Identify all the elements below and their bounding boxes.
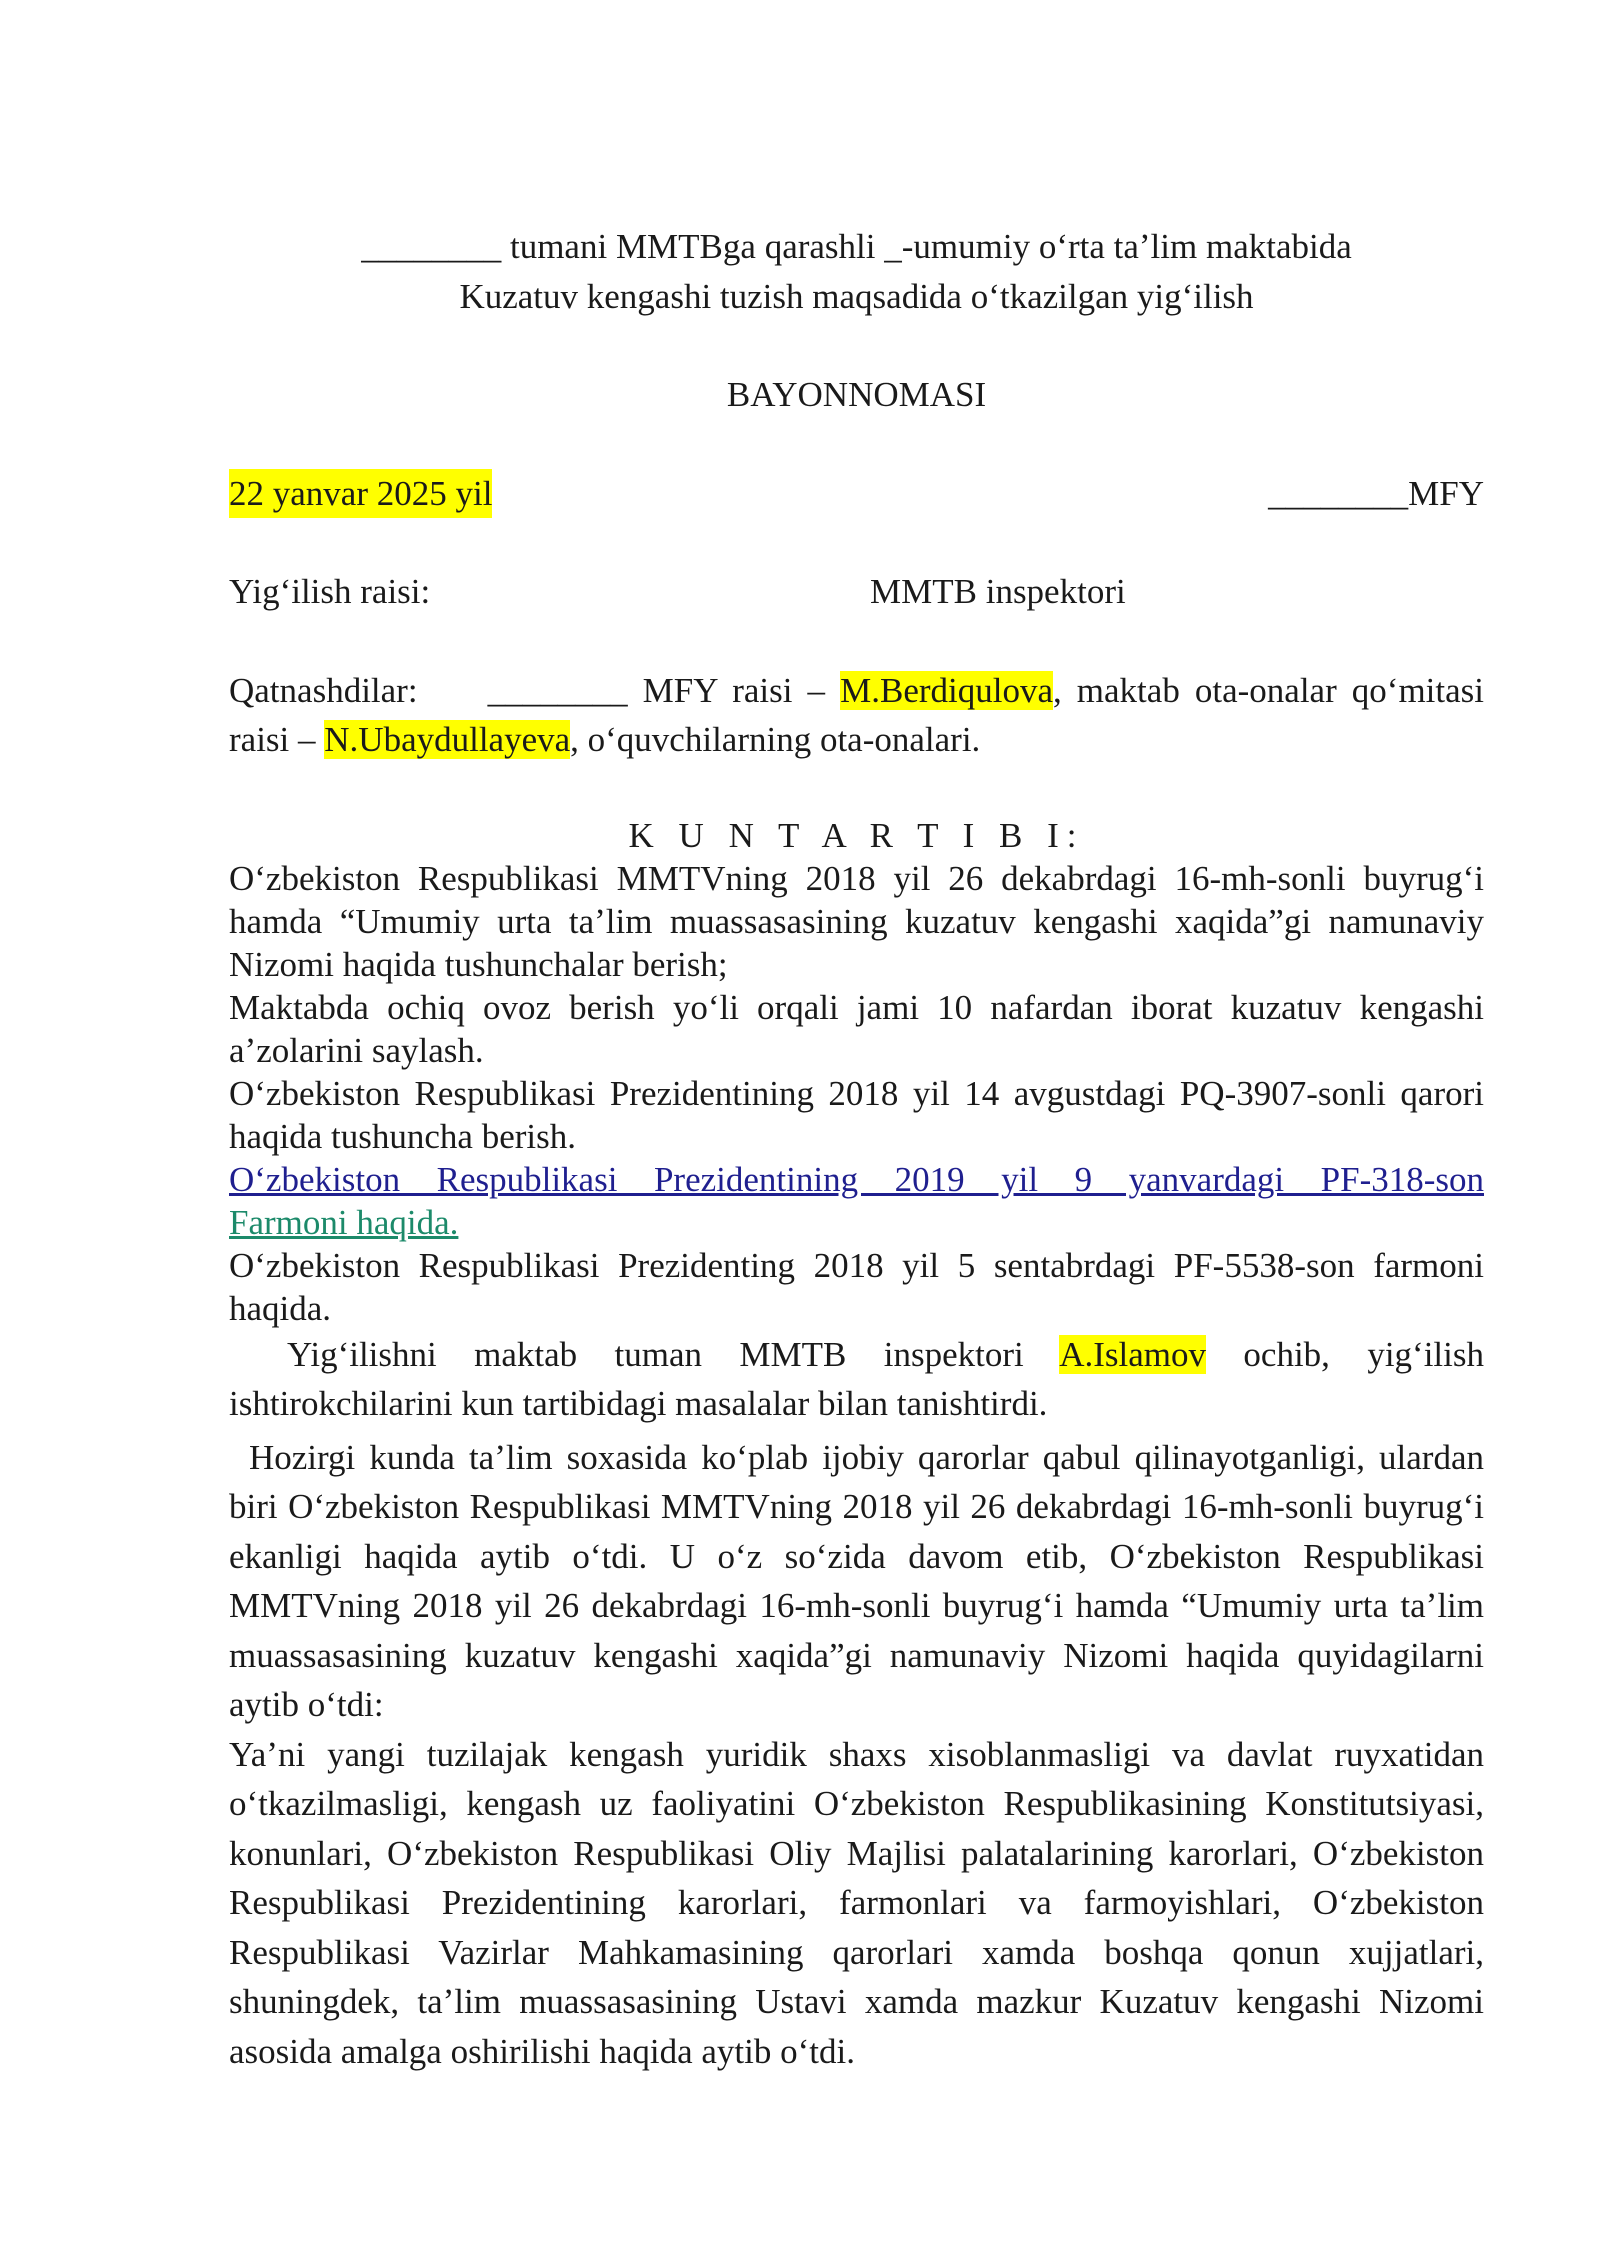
header-line-1-text: tumani MMTBga qarashli _-umumiy oʻrta taʼlim maktabida: [501, 227, 1352, 266]
chair-row: [229, 567, 1484, 617]
participants-text-3: , oʻquvchilarning ota-onalari.: [570, 720, 981, 759]
mfy-blank: ________: [1268, 473, 1409, 513]
agenda-item: Oʻzbekiston Respublikasi MMTVning 2018 yil 26 dekabrdagi 16-mh-sonli buyrugʻi hamda “Umumiy urta taʼlim muassasasining kuzatuv kengashi xaqida”gi namunaviy Nizomi haqida tushunchalar berish;: [229, 858, 1484, 984]
header-line-1: [229, 222, 1484, 272]
district-blank: ________: [361, 227, 502, 266]
agenda-link-part-1[interactable]: Oʻzbekiston Respublikasi Prezidentining 2019 yil 9 yanvardagi PF-318-son: [229, 1159, 1484, 1199]
date-row: [229, 469, 1484, 519]
chair-value: MMTB inspektori: [870, 572, 1126, 611]
agenda-list: [229, 857, 1484, 1330]
document-body: [229, 222, 1484, 2076]
participants: [229, 666, 1484, 765]
paragraph-opening-text-2: ochib, yigʻilish ishtirokchilarini kun tartibidagi masalalar bilan tanishtirdi.: [229, 1334, 1484, 1423]
participant-name-2: N.Ubaydullayeva: [324, 720, 571, 759]
document-title: BAYONNOMASI: [726, 375, 987, 414]
spacer: [229, 420, 1484, 469]
participants-text-1: MFY raisi –: [627, 670, 841, 710]
meeting-date: 22 yanvar 2025 yil: [229, 469, 492, 519]
spacer: [229, 765, 1484, 814]
spacer: [229, 518, 1484, 567]
agenda-item: Maktabda ochiq ovoz berish yoʻli orqali jami 10 nafardan iborat kuzatuv kengashi aʼzolarini saylash.: [229, 987, 1484, 1070]
participant-name-1: M.Berdiqulova: [840, 670, 1053, 710]
participants-text-2: , maktab ota-onalar qoʻmitasi raisi –: [229, 670, 1484, 759]
inspector-name: A.Islamov: [1059, 1334, 1207, 1374]
agenda-item: Oʻzbekiston Respublikasi Prezidenting 2018 yil 5 sentabrdagi PF-5538-son farmoni haqida.: [229, 1245, 1484, 1328]
header-line-2: Kuzatuv kengashi tuzish maqsadida oʻtkazilgan yigʻilish: [459, 276, 1254, 316]
participants-label: Qatnashdilar:: [229, 670, 418, 710]
paragraph-closing: Yaʼni yangi tuzilajak kengash yuridik shaxs xisoblanmasligi va davlat ruyxatidan oʻtkazilmasligi, kengash uz faoliyatini Oʻzbekiston Respublikasining Konstitutsiyasi, konunlari, Oʻzbekiston Respublikasi Oliy Majlisi palatalarining karorlari, Oʻzbekiston Respublikasi Prezidentining karorlari, farmonlari va farmoyishlari, Oʻzbekiston Respublikasi Vazirlar Mahkamasining qarorlari xamda boshqa qonun xujjatlari, shuningdek, taʼlim muassasasining Ustavi xamda mazkur Kuzatuv kengashi Nizomi asosida amalga oshirilishi haqida aytib oʻtdi.: [229, 1734, 1484, 2071]
paragraph-opening-text-1: Yigʻilishni maktab tuman MMTB inspektori: [287, 1334, 1060, 1374]
paragraph-body: Hozirgi kunda taʼlim soxasida koʻplab ijobiy qarorlar qabul qilinayotganligi, ulardan biri Oʻzbekiston Respublikasi MMTVning 2018 yil 26 dekabrdagi 16-mh-sonli buyrugʻi ekanligi haqida aytib oʻtdi. U oʻz soʻzida davom etib, Oʻzbekiston Respublikasi MMTVning 2018 yil 26 dekabrdagi 16-mh-sonli buyrugʻi hamda “Umumiy urta taʼlim muassasasining kuzatuv kengashi xaqida”gi namunaviy Nizomi haqida quyidagilarni aytib oʻtdi:: [229, 1437, 1484, 1724]
spacer: [229, 321, 1484, 370]
agenda-item-link[interactable]: [229, 1158, 1484, 1244]
chair-label: Yigʻilish raisi:: [229, 572, 431, 611]
agenda-link-part-2[interactable]: Farmoni haqida.: [229, 1202, 459, 1242]
spacer: [229, 617, 1484, 666]
mfy-label: MFY: [1408, 473, 1484, 513]
mfy-place: [1268, 469, 1484, 519]
agenda-item: Oʻzbekiston Respublikasi Prezidentining 2018 yil 14 avgustdagi PQ-3907-sonli qarori haqida tushuncha berish.: [229, 1073, 1484, 1156]
paragraph-opening: [229, 1330, 1484, 1429]
participants-blank: ________: [487, 670, 628, 710]
agenda-title: K U N T A R T I B I:: [628, 815, 1085, 855]
